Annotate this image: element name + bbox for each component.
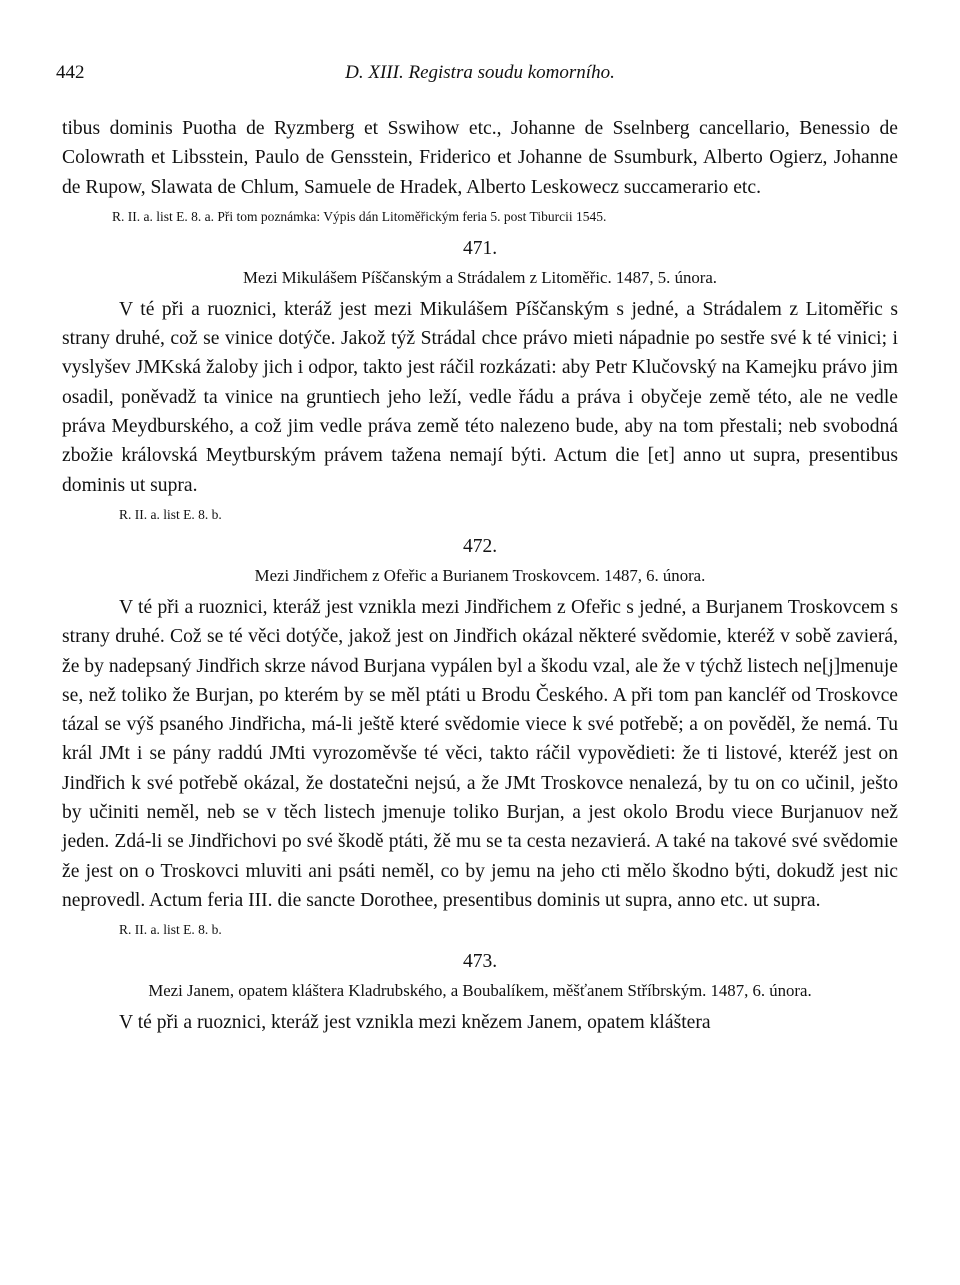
running-title: D. XIII. Registra soudu komorního. [345,62,615,83]
source-note: R. II. a. list E. 8. b. [119,506,222,522]
page-header [56,62,898,88]
entry-number: 472. [462,535,498,557]
entry-472 [62,534,898,941]
entry-number: 473. [462,951,498,973]
entry-rubric: Mezi Jindřichem z Ofeřic a Burianem Troskovcem. 1487, 6. února. [254,565,706,585]
intro-paragraph: tibus dominis Puotha de Ryzmberg et Sswihow etc., Johanne de Sselnberg cancellario, Benessio de Colowrath et Libsstein, Paulo de Gensstein, Friderico et Johanne de Ssumburk, Alberto Ogierz, Johanne de Rupow, Slawata de Chlum, Samuele de Hradek, Alberto Leskowecz succamerario etc. [62,118,898,198]
source-note: R. II. a. list E. 8. a. Při tom poznámka: Výpis dán Litoměřickým feria 5. post Tiburcii 1545. [112,208,607,224]
entry-rubric: Mezi Janem, opatem kláštera Kladrubského, a Boubalíkem, měšťanem Stříbrským. 1487, 6. února. [148,981,812,1001]
source-note: R. II. a. list E. 8. b. [119,922,222,938]
entry-text: V té při a ruoznici, kteráž jest vznikla mezi Jindřichem z Ofeřic s jedné, a Burjanem Troskovcem s strany druhé. Což se té věci dotýče, jakož jest on Jindřich okázal některé svědomie, kteréž v sobě zavierá, že by nadepsaný Jindřich skrze návod Burjana vypálen byl a škodu vzal, ale že v týchž listech ne[j]menuje se, než toliko že Burjan, po kterém by se měl ptáti u Brodu Českého. A při tom pan kancléř od Troskovce tázal se výš psaného Jindřicha, má-li ještě které svědomie viece k své potřebě; a on pověděl, že nemá. Tu král JMt i se pány raddú JMti vyrozoměvše té věci, takto ráčil vypovědieti: že ti listové, kteréž jest on Jindřich k své potřebě okázal, že dostatečni nejsú, a že JMt Troskovce nenalezá, by tu on co učinil, ješto by učiniti neměl, neb se v těch listech jmenuje toliko Burjan, a jest okolo Brodu viece Burjanuov než jeden. Zdá-li se Jindřichovi po své škodě ptáti, žě mu se ta cesta nezavierá. A také na takové své svědomie že jest on o Troskovci mluviti ani psáti neměl, co by jemu na jeho cti mělo škodno býti, dokudž jest nic neprovedl. Actum feria III. die sancte Dorothee, presentibus dominis ut supra, anno etc. ut supra. [62,596,898,911]
page-number: 442 [56,62,85,83]
entry-text: V té při a ruoznici, kteráž jest vznikla mezi knězem Janem, opatem kláštera [119,1012,711,1034]
entry-471 [62,236,898,526]
entry-rubric: Mezi Mikulášem Píščanským a Strádalem z Litoměřic. 1487, 5. února. [243,267,717,287]
page-body [62,114,898,1038]
entry-text: V té při a ruoznici, kteráž jest mezi Mikulášem Píščanským s jedné, a Strádalem z Litoměřic s strany druhé, což se vinice dotýče. Jakož týž Strádal chce právo mieti nápadnie po sestře své k té vinici; i vyslyšev JMKská žaloby jich i odpor, takto jest ráčil rozkázati: aby Petr Klučovský na Kamejku právo jim osadil, poněvadž ta vinice na gruntiech jeho leží, vedle řádu a práva i obyčeje země této, ale ne vedle práva Meydburského, a což jim vedle práva země této nalezeno bude, aby na tom přestali; neb svobodná zbožie královská Meytburským právem tažena nemají býti. Actum die [et] anno ut supra, presentibus dominis ut supra. [62,298,898,496]
entry-number: 471. [462,237,498,259]
entry-473 [62,949,898,1037]
